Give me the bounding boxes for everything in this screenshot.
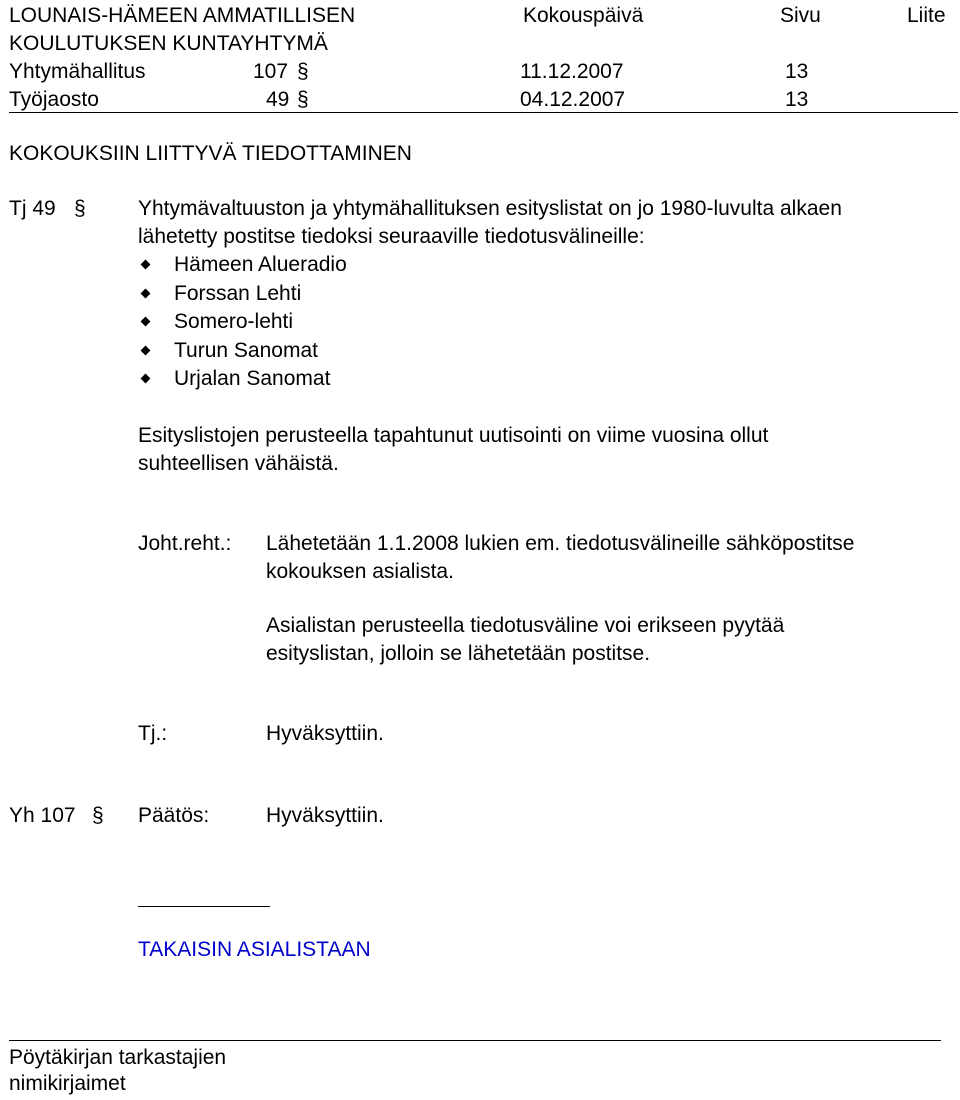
- list-item-label: Forssan Lehti: [174, 282, 302, 305]
- tj-decision: Hyväksyttiin.: [266, 722, 384, 745]
- tj-decision-label: Tj.:: [138, 722, 168, 745]
- meeting-date: 11.12.2007: [520, 60, 624, 83]
- page-heading: Sivu: [780, 4, 821, 27]
- page-number: 13: [785, 88, 809, 111]
- tj-section-label: Tj 49: [9, 197, 56, 220]
- bullet-icon: [141, 289, 151, 299]
- yh-decision-label: Päätös:: [138, 804, 210, 827]
- body-name: Työjaosto: [9, 88, 99, 111]
- section-symbol-icon: §: [297, 88, 309, 111]
- org-name-line1: LOUNAIS-HÄMEEN AMMATILLISEN: [9, 4, 356, 27]
- bullet-icon: [141, 374, 151, 384]
- proposal-label: Joht.reht.:: [138, 532, 232, 555]
- page-number: 13: [785, 60, 809, 83]
- footer-reviewers-label-line2: nimikirjaimet: [9, 1072, 126, 1095]
- yh-section-label: Yh 107: [9, 804, 76, 827]
- intro-text-line2: lähetetty postitse tiedoksi seuraaville tiedotusvälineille:: [138, 225, 645, 248]
- section-symbol-icon: §: [92, 804, 104, 827]
- org-name-line2: KOULUTUKSEN KUNTAYHTYMÄ: [9, 32, 328, 55]
- footer-divider: [9, 1040, 941, 1041]
- header-divider: [9, 112, 958, 113]
- body-name: Yhtymähallitus: [9, 60, 146, 83]
- proposal-text-line3: Asialistan perusteella tiedotusväline voi erikseen pyytää: [266, 614, 785, 637]
- note-text-line1: Esityslistojen perusteella tapahtunut uutisointi on viime vuosina ollut: [138, 424, 769, 447]
- section-number: 107: [253, 60, 289, 83]
- section-number: 49: [266, 88, 290, 111]
- bullet-icon: [141, 260, 151, 270]
- intro-text-line1: Yhtymävaltuuston ja yhtymähallituksen esityslistat on jo 1980-luvulta alkaen: [138, 197, 842, 220]
- meeting-date: 04.12.2007: [520, 88, 626, 111]
- footer-reviewers-label-line1: Pöytäkirjan tarkastajien: [9, 1046, 227, 1069]
- proposal-text-line1: Lähetetään 1.1.2008 lukien em. tiedotusvälineille sähköpostitse: [266, 532, 855, 555]
- list-item-label: Urjalan Sanomat: [174, 367, 331, 390]
- list-item-label: Hämeen Alueradio: [174, 253, 347, 276]
- meeting-date-heading: Kokouspäivä: [523, 4, 644, 27]
- link-separator: [138, 906, 270, 907]
- bullet-icon: [141, 317, 151, 327]
- appendix-heading: Liite: [907, 4, 946, 27]
- bullet-icon: [141, 346, 151, 356]
- list-item-label: Turun Sanomat: [174, 339, 318, 362]
- section-symbol-icon: §: [74, 197, 86, 220]
- note-text-line2: suhteellisen vähäistä.: [138, 452, 339, 475]
- list-item-label: Somero-lehti: [174, 310, 294, 333]
- proposal-text-line2: kokouksen asialista.: [266, 560, 454, 583]
- yh-decision: Hyväksyttiin.: [266, 804, 384, 827]
- back-to-agenda-link[interactable]: TAKAISIN ASIALISTAAN: [138, 938, 371, 961]
- proposal-text-line4: esityslistan, jolloin se lähetetään postitse.: [266, 642, 651, 665]
- section-symbol-icon: §: [297, 60, 309, 83]
- document-title: KOKOUKSIIN LIITTYVÄ TIEDOTTAMINEN: [9, 142, 412, 165]
